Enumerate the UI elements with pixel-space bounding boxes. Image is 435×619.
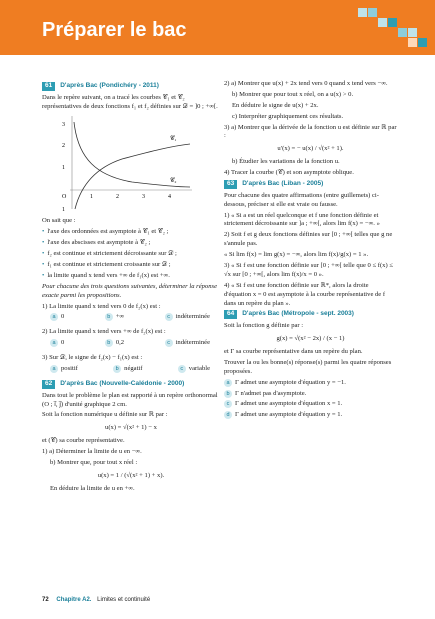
deco-square: [368, 8, 377, 17]
curve-label-c2: 𝒞₂: [170, 177, 177, 184]
option-a[interactable]: a positif: [50, 365, 78, 374]
affirmation-1: 1) « Si a est un réel quelconque et f une fonction définie et strictement décroissante sur ]a ; +∞[, alors lim f(x) = −∞. »: [224, 211, 380, 228]
known-facts-label: On sait que :: [42, 217, 76, 225]
exercise-intro-2: et Γ sa courbe représentative dans un repère du plan.: [224, 348, 363, 356]
header-banner: [0, 0, 435, 55]
question-2: 2) La limite quand x tend vers +∞ de f₂(x) est :: [42, 328, 166, 336]
answer-options-2: [50, 339, 210, 348]
question-3: 3) Sur 𝒟, le signe de f₂(x) − f₁(x) est :: [42, 354, 143, 362]
fact-item: • f₂ est continue et strictement décroissante sur 𝒟 ;: [42, 250, 220, 259]
exercise-header: [224, 180, 397, 189]
option-a[interactable]: a 0: [50, 313, 64, 322]
exercise-source: D'après Bac (Métropole - sept. 2003): [242, 310, 354, 318]
y-tick-3: 3: [62, 121, 65, 128]
x-tick-1: 1: [90, 193, 93, 200]
answer-b[interactable]: b Γ n'admet pas d'asymptote.: [224, 390, 397, 399]
question-2b: b) Montrer que pour tout x réel, on a u(x) > 0.: [232, 90, 354, 98]
exercise-source: D'après Bac (Pondichéry - 2011): [60, 82, 159, 89]
exercise-number: 64: [224, 310, 237, 319]
exercise-number: 62: [42, 380, 55, 389]
exercise-source: D'après Bac (Nouvelle-Calédonie - 2000): [60, 379, 185, 387]
function-graph: [42, 114, 220, 214]
chapter-label: Chapitre A2.: [56, 597, 92, 603]
option-b[interactable]: b négatif: [113, 365, 142, 374]
equation: u′(x) = − u(x) / √(x² + 1).: [277, 145, 344, 153]
x-tick-2: 2: [116, 193, 119, 200]
deco-square: [418, 38, 427, 47]
exercise-header: [42, 380, 220, 389]
exercise-intro: Dans le repère suivant, on a tracé les courbes 𝒞₁ et 𝒞₂ représentatives de deux fonctions f₁ et f₂ définies sur 𝒟 = ]0 ; +∞[.: [42, 93, 218, 110]
deco-square: [388, 18, 397, 27]
fact-item: • f₁ est continue et strictement croissante sur 𝒟 ;: [42, 261, 220, 270]
answer-a[interactable]: a Γ admet une asymptote d'équation y = −1.: [224, 379, 397, 388]
option-a[interactable]: a 0: [50, 339, 64, 348]
right-column: [224, 80, 397, 422]
answer-options-1: [50, 313, 210, 322]
fact-item: • l'axe des ordonnées est asymptote à 𝒞₁ et 𝒞₂ ;: [42, 228, 220, 237]
option-b[interactable]: b 0,2: [105, 339, 124, 348]
left-column: [42, 80, 220, 496]
y-tick-minus1: 1: [62, 206, 65, 213]
deduction: En déduire la limite de u en +∞.: [50, 484, 135, 492]
exercise-header: [224, 310, 397, 319]
exercise-intro-2: Soit la fonction numérique u définie sur ℝ par :: [42, 411, 168, 419]
deco-square: [398, 28, 407, 37]
question-2b-deduce: En déduire le signe de u(x) + 2x.: [232, 101, 319, 109]
affirmation-3: 3) « Si f est une fonction définie sur [0 ; +∞[ telle que 0 ≤ f(x) ≤ √x sur [0 ; +∞[, alors lim f(x)/x = 0 ».: [224, 262, 393, 278]
affirmation-4: 4) « Si f est une fonction définie sur ℝ*, alors la droite d'équation x = 0 est asymptote à la courbe représentative de f dans un repère du plan ».: [224, 281, 386, 307]
exercise-intro: Dans tout le problème le plan est rapporté à un repère orthonormal (O ; i⃗, j⃗) d'unité graphique 2 cm.: [42, 391, 218, 408]
question-1: 1) La limite quand x tend vers 0 de f₂(x) est :: [42, 302, 161, 310]
page-number: 72: [42, 597, 49, 603]
x-tick-4: 4: [168, 193, 171, 200]
deco-square: [408, 38, 417, 47]
question-4: 4) Tracer la courbe (𝒞) et son asymptote oblique.: [224, 169, 354, 177]
equation: u(x) = 1 / (√(x² + 1) + x).: [97, 471, 165, 479]
exercise-intro: Soit la fonction g définie par :: [224, 322, 304, 330]
deco-square: [358, 8, 367, 17]
answer-c[interactable]: c Γ admet une asymptote d'équation x = 1.: [224, 400, 397, 409]
y-tick-1: 1: [62, 164, 65, 171]
curve-text: et (𝒞) sa courbe représentative.: [42, 437, 125, 445]
option-c[interactable]: c indéterminée: [165, 313, 210, 322]
equation: g(x) = √(x² − 2x) / (x − 1): [276, 335, 345, 343]
answer-options-3: [50, 365, 210, 374]
affirmation-2: 2) Soit f et g deux fonctions définies sur [0 ; +∞[ telles que g ne s'annule pas.: [224, 231, 393, 248]
exercise-intro: Pour chacune des quatre affirmations (entre guillemets) ci-dessous, préciser si elle est vraie ou fausse.: [224, 191, 379, 208]
exercise-source: D'après Bac (Liban - 2005): [242, 180, 324, 188]
y-tick-2: 2: [62, 142, 65, 149]
origin-label: O: [62, 193, 67, 200]
affirmation-2b: « Si lim f(x) = lim g(x) = −∞, alors lim f(x)/g(x) = 1 ».: [224, 251, 369, 259]
page-footer: [42, 596, 150, 604]
option-c[interactable]: c indéterminée: [165, 339, 210, 348]
fact-item: • l'axe des abscisses est asymptote à 𝒞₂ ;: [42, 239, 220, 248]
fact-item: • la limite quand x tend vers +∞ de f₁(x) est +∞.: [42, 272, 220, 281]
exercise-number: 63: [224, 180, 237, 189]
question-3b: b) Étudier les variations de la fonction u.: [232, 158, 340, 166]
exercise-header: [42, 82, 220, 91]
exercise-number: 61: [42, 82, 55, 91]
option-b[interactable]: b +∞: [105, 313, 124, 322]
deco-square: [408, 28, 417, 37]
question-1a: 1) a) Déterminer la limite de u en −∞.: [42, 448, 142, 456]
question-2c: c) Interpréter graphiquement ces résultats.: [232, 112, 344, 120]
chapter-title: Limites et continuité: [97, 597, 151, 603]
exercise-intro-3: Trouver la ou les bonne(s) réponse(s) parmi les quatre réponses proposées.: [224, 358, 392, 375]
instructions: Pour chacune des trois questions suivantes, déterminer la réponse exacte parmi les propositions.: [42, 282, 218, 299]
equation: u(x) = √(x² + 1) − x: [105, 424, 157, 432]
x-tick-3: 3: [142, 193, 145, 200]
curve-label-c1: 𝒞₁: [170, 135, 177, 142]
question-2a: 2) a) Montrer que u(x) + 2x tend vers 0 quand x tend vers −∞.: [224, 80, 388, 87]
page-title: Préparer le bac: [42, 19, 187, 41]
question-1b: b) Montrer que, pour tout x réel :: [50, 459, 138, 467]
question-3a: 3) a) Montrer que la dérivée de la fonction u est définie sur ℝ par :: [224, 123, 397, 140]
answer-d[interactable]: d Γ admet une asymptote d'équation y = 1.: [224, 411, 397, 420]
option-c[interactable]: c variable: [178, 365, 210, 374]
deco-square: [378, 18, 387, 27]
